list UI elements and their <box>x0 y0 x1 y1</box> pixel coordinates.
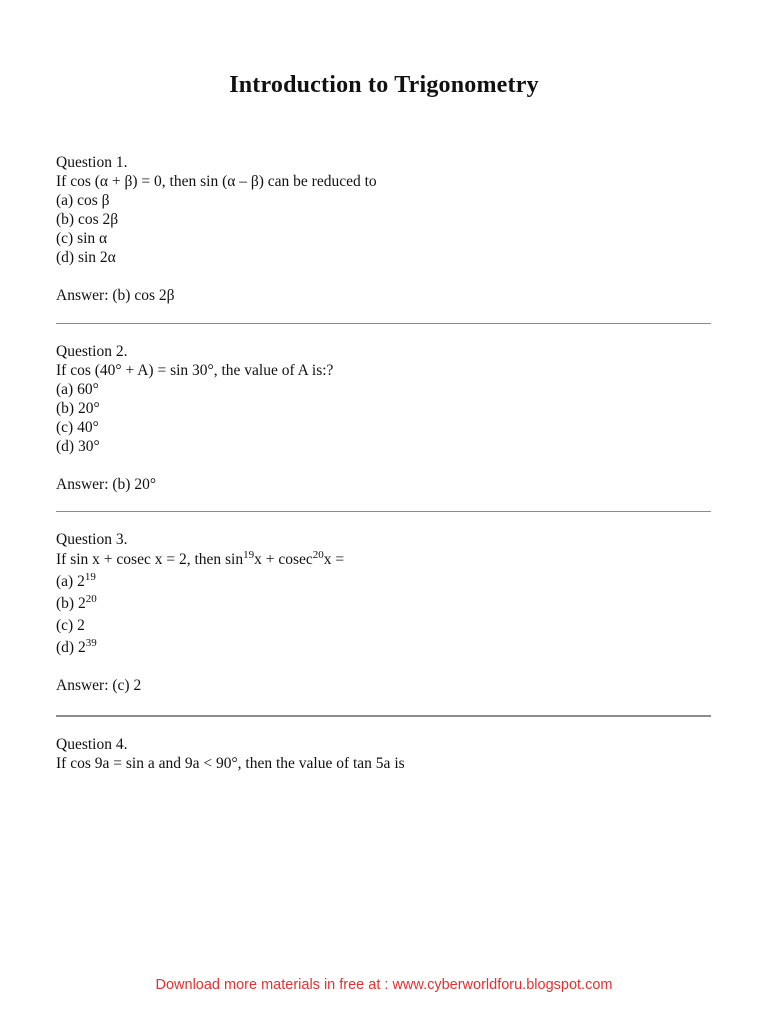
answer-text: Answer: (c) 2 <box>56 677 142 694</box>
answer-text: Answer: (b) cos 2β <box>56 287 175 304</box>
option-a: (a) 60° <box>56 381 99 398</box>
question-block <box>56 153 716 305</box>
divider <box>56 323 711 324</box>
question-label: Question 3. <box>56 531 128 548</box>
question-block <box>56 342 716 494</box>
divider <box>56 511 711 512</box>
question-label: Question 2. <box>56 343 128 360</box>
option-a: (a) cos β <box>56 192 110 209</box>
question-text: If cos 9a = sin a and 9a < 90°, then the value of tan 5a is <box>56 755 405 772</box>
question-text: If cos (40° + A) = sin 30°, the value of A is:? <box>56 362 334 379</box>
option-d: (d) $2^{39}$ <box>56 637 97 656</box>
footer-download-link[interactable]: Download more materials in free at : www.cyberworldforu.blogspot.com <box>155 977 613 993</box>
option-a: (a) $2^{19}$ <box>56 571 96 590</box>
option-c: (c) sin α <box>56 230 108 247</box>
answer-text: Answer: (b) 20° <box>56 476 157 493</box>
question-text: If sin x + cosec x = 2, then $\sin^{19}x + cosec^{20}x$ = <box>56 549 345 568</box>
page-title: Introduction to Trigonometry <box>229 72 539 98</box>
question-block <box>56 735 716 773</box>
question-text: If cos (α + β) = 0, then sin (α – β) can be reduced to <box>56 173 377 190</box>
question-label: Question 1. <box>56 154 128 171</box>
question-block <box>56 530 716 697</box>
option-c: (c) 2 <box>56 617 85 634</box>
question-label: Question 4. <box>56 736 128 753</box>
divider <box>56 715 711 717</box>
option-d: (d) sin 2α <box>56 249 116 266</box>
option-b: (b) 20° <box>56 400 100 417</box>
option-b: (b) cos 2β <box>56 211 119 228</box>
option-d: (d) 30° <box>56 438 100 455</box>
option-c: (c) 40° <box>56 419 99 436</box>
option-b: (b) $2^{20}$ <box>56 593 97 612</box>
